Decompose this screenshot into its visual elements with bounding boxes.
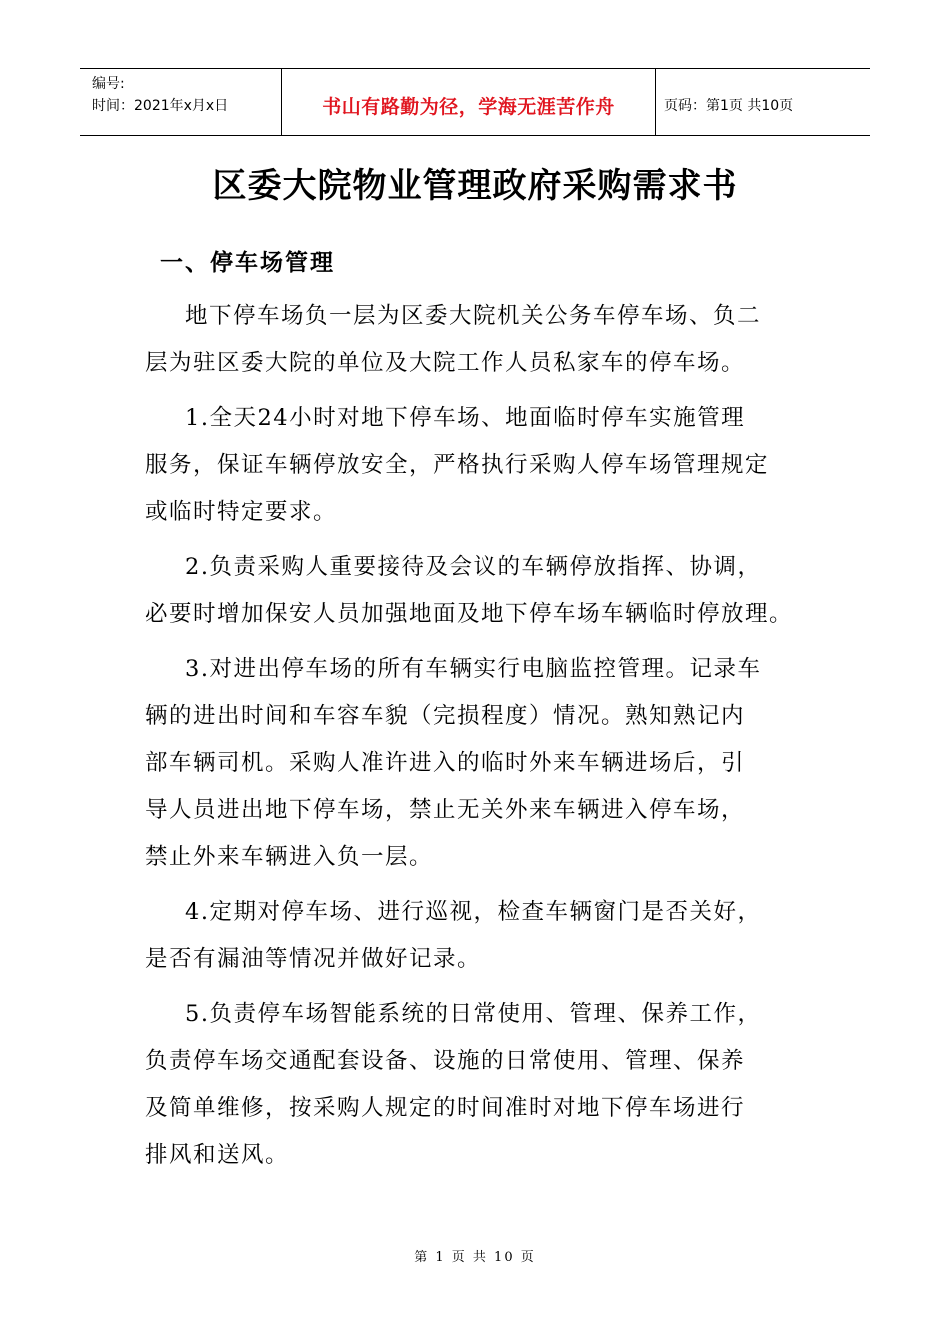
header-motto-cell <box>282 69 656 135</box>
document-body <box>145 293 835 1187</box>
paragraph-line: 服务，保证车辆停放安全，严格执行采购人停车场管理规定 <box>145 452 770 478</box>
paragraph <box>145 293 835 387</box>
paragraph <box>145 991 835 1179</box>
paragraph-line: 及简单维修，按采购人规定的时间准时对地下停车场进行 <box>145 1095 746 1121</box>
paragraph <box>145 889 835 983</box>
paragraph-line: 层为驻区委大院的单位及大院工作人员私家车的停车场。 <box>145 350 746 376</box>
header-page-number: 页码：第1页 共10页 <box>664 98 794 114</box>
paragraph <box>145 646 835 881</box>
header-motto: 书山有路勤为径，学海无涯苦作舟 <box>322 95 615 118</box>
document-title: 区委大院物业管理政府采购需求书 <box>212 166 738 206</box>
paragraph-line: 3.对进出停车场的所有车辆实行电脑监控管理。记录车 <box>185 656 762 682</box>
paragraph-line: 1.全天24小时对地下停车场、地面临时停车实施管理 <box>185 405 746 431</box>
header-meta <box>80 69 282 135</box>
paragraph-line: 是否有漏油等情况并做好记录。 <box>145 946 482 972</box>
paragraph <box>145 395 835 536</box>
paragraph-line: 2.负责采购人重要接待及会议的车辆停放指挥、协调， <box>185 554 762 580</box>
document-date: 时间：2021年x月x日 <box>92 98 229 114</box>
paragraph <box>145 544 835 638</box>
paragraph-line: 排风和送风。 <box>145 1142 290 1168</box>
paragraph-line: 或临时特定要求。 <box>145 499 338 525</box>
paragraph-line: 必要时增加保安人员加强地面及地下停车场车辆临时停放理。 <box>145 601 794 627</box>
paragraph-line: 辆的进出时间和车容车貌（完损程度）情况。熟知熟记内 <box>145 703 746 729</box>
page-header <box>80 68 870 136</box>
section-heading: 一、停车场管理 <box>160 250 335 276</box>
paragraph-line: 5.负责停车场智能系统的日常使用、管理、保养工作， <box>185 1001 762 1027</box>
paragraph-line: 地下停车场负一层为区委大院机关公务车停车场、负二 <box>185 303 762 329</box>
page-footer: 第 1 页 共 10 页 <box>414 1250 536 1265</box>
paragraph-line: 部车辆司机。采购人准许进入的临时外来车辆进场后，引 <box>145 750 746 776</box>
document-number-label: 编号: <box>92 76 125 92</box>
paragraph-line: 禁止外来车辆进入负一层。 <box>145 844 434 870</box>
header-page-info <box>656 69 870 135</box>
paragraph-line: 负责停车场交通配套设备、设施的日常使用、管理、保养 <box>145 1048 746 1074</box>
paragraph-line: 4.定期对停车场、进行巡视，检查车辆窗门是否关好， <box>185 899 762 925</box>
paragraph-line: 导人员进出地下停车场，禁止无关外来车辆进入停车场， <box>145 797 746 823</box>
